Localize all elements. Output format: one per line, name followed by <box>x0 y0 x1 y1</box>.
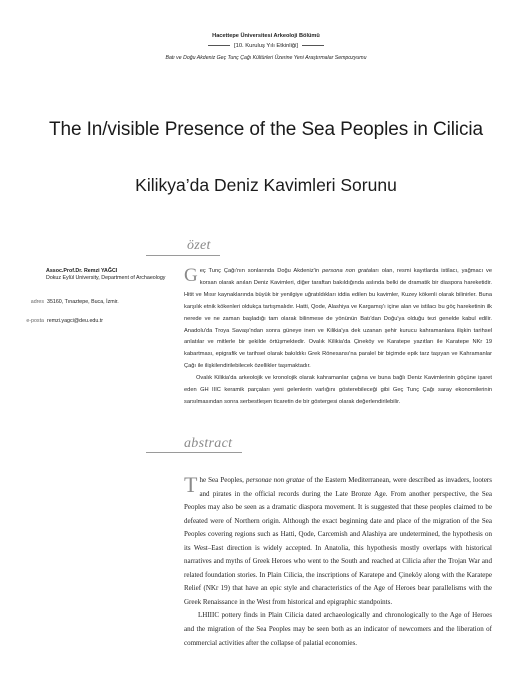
ozet-emphasis: persona non grata <box>322 268 371 274</box>
ozet-text: eç Tunç Çağı'nın sonlarında Doğu Akdeniz'in <box>199 268 323 274</box>
event-header: [10. Kuruluş Yılı Etkinliği] <box>0 43 532 49</box>
email-label: e-posta <box>26 318 44 324</box>
header-rule-left <box>208 45 230 46</box>
abstract-body <box>184 474 492 650</box>
ozet-rule <box>146 255 220 256</box>
address-label: adres <box>30 299 44 305</box>
abstract-text-cont: of the Eastern Mediterranean, were described as invaders, looters and pirates in the official records during the Late Bronze Age. From another perspective, the Sea Peoples may also be seen as a dramatic diaspora movement. It is suggested that these peoples claimed to be defeated were of Northern origin. Although the exact beginning date and place of the migration of the Sea Peoples covering regions such as Hatti, Qode, Carcemish and Alashiya are undetermined, the hypothesis on its West–East direction is widely accepted. In Anatolia, this hypothesis mostly overlaps with historical narratives and myths of Greek Heroes who went to the South and reached at Cilicia after the Trojan War and related foundation stories. In Plain Cilicia, the inscriptions of Karatepe and Çineköy along with the Karatepe Relief (NKr 19) that have an epic style and characteristics of the Age of Heroes bear parallelisms with the Greek Renaissance in the West from historical and epigraphic standpoints. <box>184 476 492 606</box>
header-rule-right <box>302 45 324 46</box>
paper-title-turkish: Kilikya’da Deniz Kavimleri Sorunu <box>135 175 397 195</box>
abstract-text: he Sea Peoples, <box>199 476 246 484</box>
author-address <box>24 299 174 305</box>
ozet-drop-cap: G <box>184 265 198 286</box>
author-block <box>46 268 168 282</box>
abstract-emphasis: personae non gratae <box>245 476 305 484</box>
institution-header: Hacettepe Üniversitesi Arkeoloji Bölümü <box>212 33 320 39</box>
email-value: remzi.yagci@deu.edu.tr <box>47 318 104 324</box>
event-label: 10. Kuruluş Yılı Etkinliği <box>235 43 297 49</box>
abstract-paragraph-2: LHIIIC pottery finds in Plain Cilicia dated archaeologically and chronologically to the Age of Heroes and the migration of the Sea Peoples may be seen both as an indicator of newcomers and the liberation of commercial activities after the collapse of palatial economies. <box>184 611 492 647</box>
ozet-heading: özet <box>187 238 211 253</box>
address-value: 35160, Tınaztepe, Buca, İzmir. <box>47 299 119 305</box>
abstract-drop-cap: T <box>184 472 198 497</box>
author-name: Assoc.Prof.Dr. Remzi YAĞCI <box>46 268 118 274</box>
ozet-paragraph-2: Ovalık Kilikia'da arkeolojik ve kronolojik olarak kahramanlar çağına ve buna bağlı Deniz Kavimlerinin göçüne işaret eden GH IIIC keramik parçaları yeni gelenlerin varlığını gösterebileceği gibi Geç Tunç Çağı saray ekonomilerinin sarsılmasından sonra serbestleşen ticaretin de bir göstergesi olarak değerlendirilebilir. <box>184 375 492 405</box>
author-affiliation: Dokuz Eylül University, Department of Archaeology <box>46 275 166 281</box>
author-email <box>24 318 174 324</box>
symposium-header: Batı ve Doğu Akdeniz Geç Tunç Çağı Kültürleri Üzerine Yeni Araştırmalar Sempozyumu <box>165 55 367 61</box>
ozet-text-cont: ları olan, resmi kayıtlarda istilacı, yağmacı ve korsan olarak anılan Deniz Kavimleri, diğer taraftan bakıldığında aslında belki de dramatik bir diaspora hareketidir. Hitit ve Mısır kaynaklarında büyük bir yenilgiye uğratıldıkları iddia edilen bu kavimler, Kuzey kökenli olarak bilinirler. Buna karşılık etnik kökenleri oldukça tartışmalıdır. Hatti, Qode, Alashiya ve Kargamış'ı içine alan ve istilacı bu göç hareketinin ilk nerede ve ne zaman başladığı tam olarak bilinmese de yönünün Batı'dan Doğu'ya olduğu tezi genelde kabul edilir. Anadolu'da Troya Savaşı'ndan sonra güneye inen ve Kilikia'ya dek uzanan şehir kurucu kahramanlara ilişkin tarihsel anlatılar ve mitlerle bir şekilde örtüşmektedir. Ovalık Kilikia'da Çineköy ve Karatepe yazıtları ile Karatepe NKr 19 kabartması, epigrafik ve tarihsel olarak bakıldıkı Grek Rönesansı'na paralel bir biçimde epik tarz taşıyan ve Kahramanlar Çağı ile ilişkilendirilebilecek özellikler taşımaktadır. <box>184 268 492 370</box>
abstract-rule <box>146 452 242 453</box>
abstract-paragraph-1 <box>184 474 492 609</box>
ozet-body <box>184 266 492 409</box>
paper-title-english: The In/visible Presence of the Sea Peoples in Cilicia <box>48 119 484 140</box>
abstract-heading: abstract <box>184 436 233 451</box>
ozet-paragraph-1 <box>184 266 492 373</box>
